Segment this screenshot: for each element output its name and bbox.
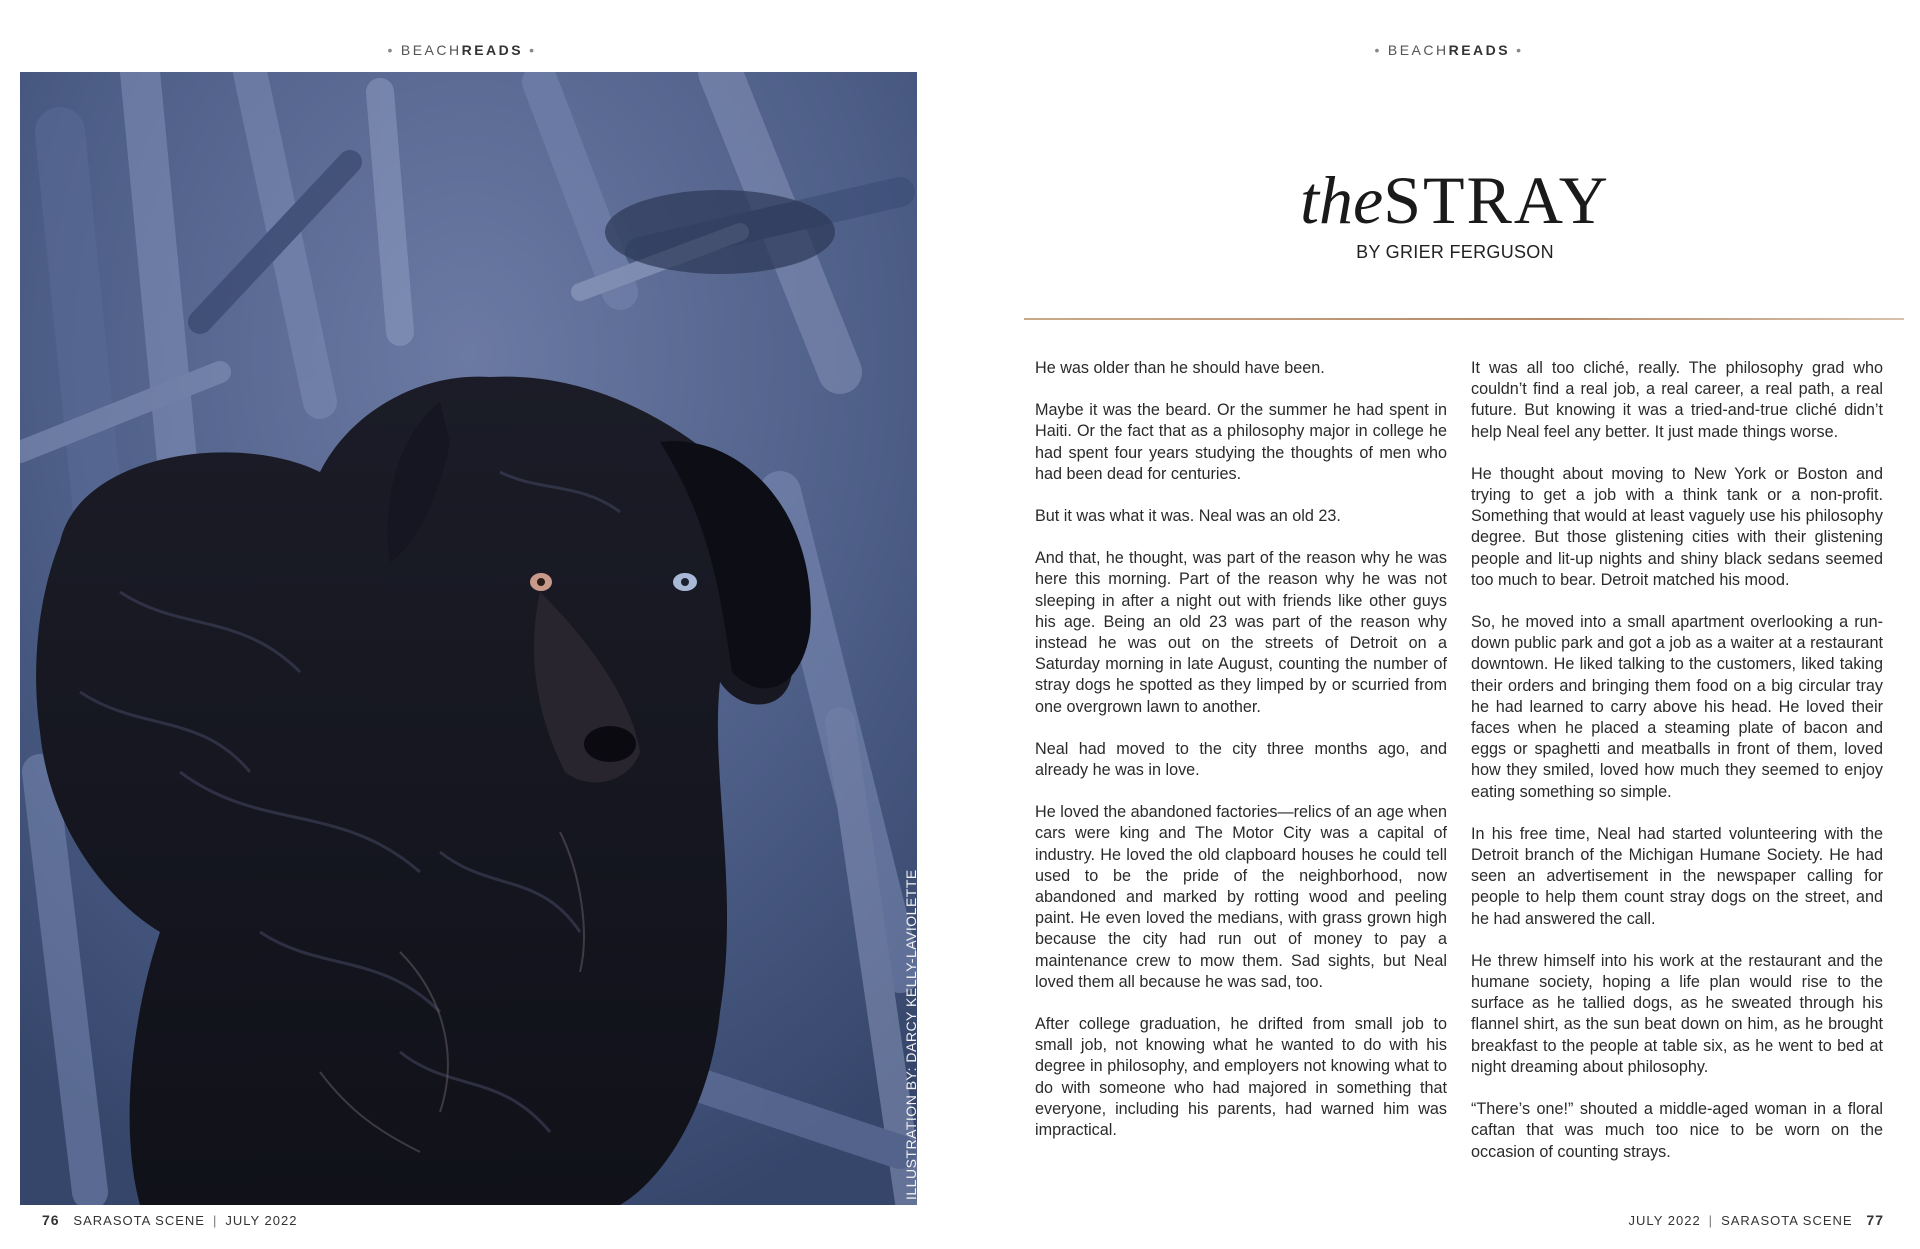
page-number: 77 (1866, 1212, 1884, 1228)
bullet-icon: • (1516, 42, 1524, 58)
paragraph: Maybe it was the beard. Or the summer he had spent in Haiti. Or the fact that as a philosophy major in college he had spent four years studying the thoughts of men who had been dead for centuries. (1035, 401, 1447, 483)
section-header-bold: READS (461, 42, 524, 58)
page-number: 76 (42, 1212, 60, 1228)
paragraph: He threw himself into his work at the restaurant and the humane society, hoping a life plan would rise to the surface as he tallied dogs, as he sweated through his flannel shirt, as the sun beat down on him, as he brought breakfast to the people at table six, as he went to bed at night dreaming about philosophy. (1471, 951, 1883, 1076)
dog-illustration (20, 72, 917, 1205)
magazine-name: SARASOTA SCENE (1721, 1213, 1853, 1228)
article-byline: BY GRIER FERGUSON (1356, 242, 1554, 262)
paragraph: He was older than he should have been. (1035, 359, 1325, 377)
paragraph: It was all too cliché, really. The philosophy grad who couldn’t find a real job, a real career, a real path, a real future. But knowing it was a tried-and-true cliché didn’t help Neal feel any better. It just made things worse. (1471, 359, 1883, 441)
issue-date: JULY 2022 (1628, 1213, 1701, 1228)
article-title-the: the (1300, 162, 1384, 238)
paragraph: He thought about moving to New York or Boston and trying to get a job with a think tank or a non-profit. Something that would at least vaguely use his philosophy degree. But those glistening cities with their glistening people and lit-up nights and shiny black sedans seemed too much to bear. Detroit matched his mood. (1471, 464, 1883, 589)
section-header-prefix: BEACH (400, 42, 462, 58)
paragraph: After college graduation, he drifted from small job to small job, not knowing what he wanted to do with his degree in philosophy, and employers not knowing what to do with someone who had majored in something that everyone, including his parents, had warned him was impractical. (1035, 1015, 1447, 1140)
title-divider (1024, 318, 1904, 320)
illustration-credit: ILLUSTRATION BY: DARCY KELLY-LAVIOLETTE (903, 869, 919, 1200)
paragraph: Neal had moved to the city three months ago, and already he was in love. (1035, 739, 1447, 780)
bullet-icon: • (1374, 42, 1382, 58)
article-column-1 (1035, 358, 1447, 1162)
folio-separator: | (212, 1213, 218, 1228)
bullet-icon: • (529, 42, 537, 58)
folio-right (1629, 1212, 1884, 1228)
section-header-prefix: BEACH (1387, 42, 1449, 58)
section-header-right (1249, 42, 1649, 58)
section-header-left (262, 42, 662, 58)
magazine-name: SARASOTA SCENE (73, 1213, 205, 1228)
paragraph: So, he moved into a small apartment overlooking a run-down public park and got a job as a waiter at a restaurant downtown. He liked talking to the customers, liked taking their orders and bringing them food on a big circular tray he had learned to carry above his head. He loved their faces when he placed a steaming plate of bacon and eggs or spaghetti and meatballs in front of them, loved how they smiled, loved how much they seemed to enjoy eating something so simple. (1471, 613, 1883, 801)
dog-painting (20, 72, 917, 1205)
paragraph: And that, he thought, was part of the reason why he was here this morning. Part of the reason why he was not sleeping in after a night out with friends like other guys his age. Being an old 23 was part of the reason why instead he was out on the streets of Detroit on a Saturday morning in late August, counting the number of stray dogs he spotted as they limped by or scurried from one overgrown lawn to another. (1035, 549, 1447, 716)
folio-left (42, 1212, 297, 1228)
article-title-word: STRAY (1383, 162, 1610, 238)
paragraph: “There’s one!” shouted a middle-aged woman in a floral caftan that was much too nice to be worn on the occasion of counting strays. (1471, 1100, 1883, 1161)
paragraph: But it was what it was. Neal was an old 23. (1035, 507, 1341, 526)
issue-date: JULY 2022 (225, 1213, 298, 1228)
folio-separator: | (1708, 1213, 1714, 1228)
paragraph: He loved the abandoned factories—relics of an age when cars were king and The Motor City was a capital of industry. He loved the old clapboard houses he could tell used to be the pride of the neighborhood, now abandoned and marked by rotting wood and peeling paint. He even loved the medians, with grass grown high because the city had run out of money to pay a maintenance crew to mow them. Sad sights, but Neal loved them all because he was sad, too. (1035, 803, 1447, 991)
article-title (1030, 162, 1880, 238)
paragraph: In his free time, Neal had started volunteering with the Detroit branch of the Michigan Humane Society. He had seen an advertisement in the newspaper calling for people to help them count stray dogs on the street, and he had answered the call. (1471, 824, 1883, 928)
section-header-bold: READS (1448, 42, 1511, 58)
article-column-2 (1471, 358, 1883, 1184)
bullet-icon: • (387, 42, 395, 58)
